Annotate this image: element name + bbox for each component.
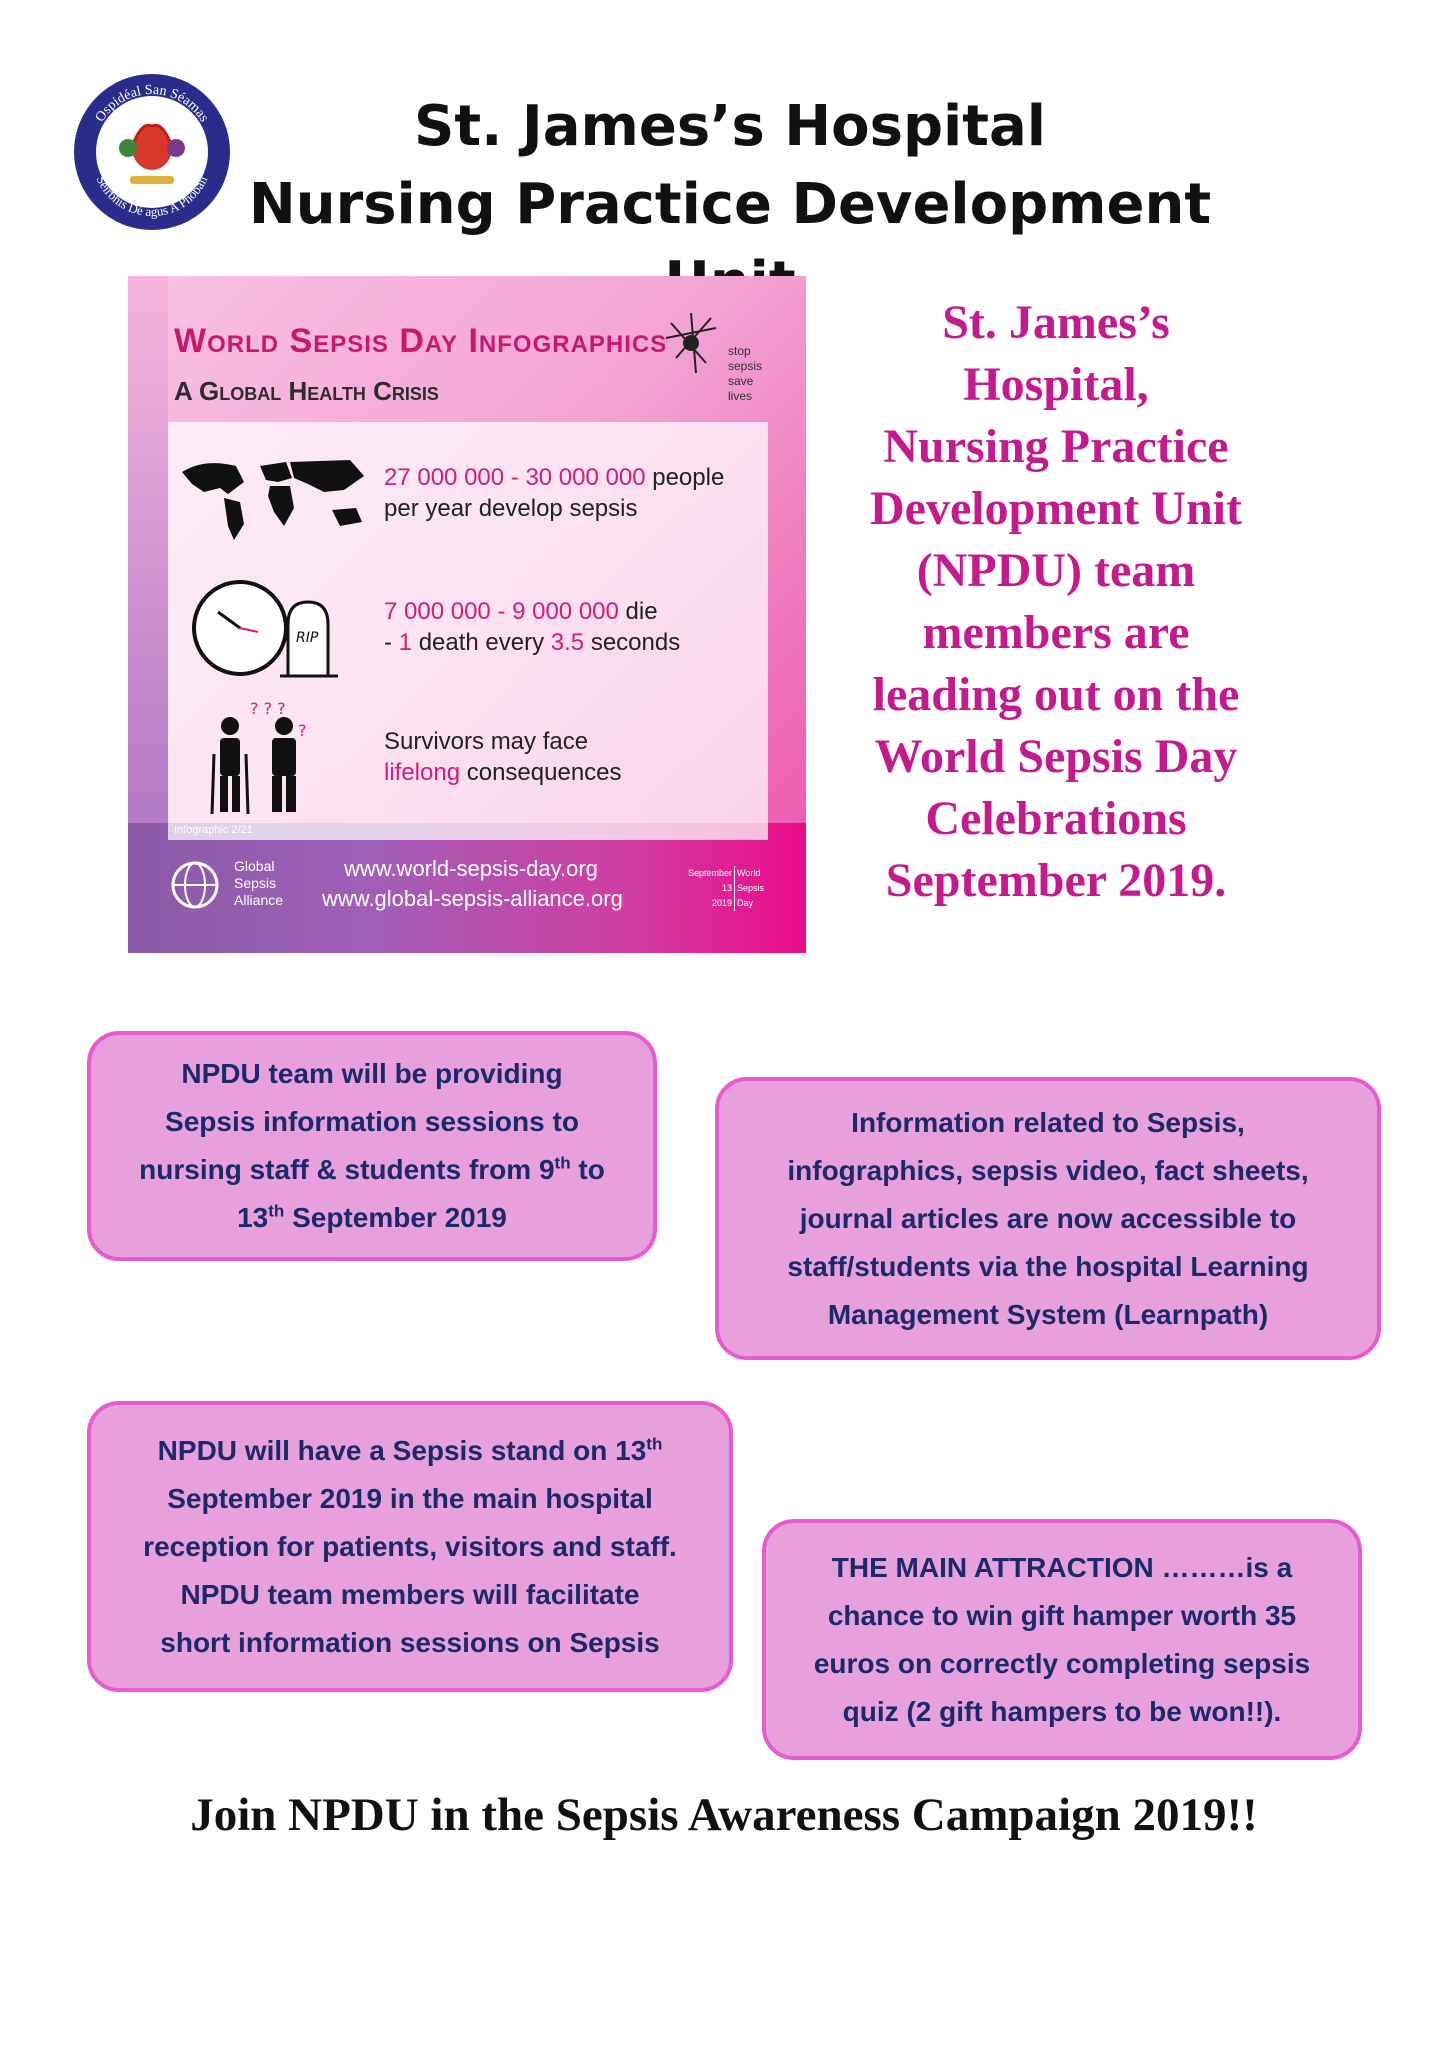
- stat-survivors: [384, 726, 622, 788]
- date-day: 13: [722, 883, 733, 893]
- gsa-word: Sepsis: [234, 875, 277, 891]
- date-year: 2019: [712, 898, 733, 908]
- leaf-left-icon: [119, 139, 137, 157]
- campaign-footer: Join NPDU in the Sepsis Awareness Campaign 2019!!: [190, 1789, 1258, 1841]
- box-3-sup: th: [646, 1434, 663, 1454]
- box-3-line: NPDU team members will facilitate: [180, 1578, 640, 1610]
- box-3-line: [143, 1427, 677, 1475]
- stat-3-line1: Survivors may face: [384, 728, 589, 755]
- gsa-word: Global: [234, 858, 275, 874]
- box-3-text: NPDU will have a Sepsis stand on 13: [157, 1434, 647, 1466]
- splatter-icon: [656, 308, 726, 378]
- box-3-line: short information sessions on Sepsis: [160, 1626, 660, 1658]
- box-2-line: staff/students via the hospital Learning: [787, 1250, 1309, 1282]
- stat-2-count: 1: [398, 629, 413, 656]
- infographic-number: Infographic 2/21: [174, 824, 253, 836]
- crest-ring-text-bottom: Seirbhís Dé agus A Phobail: [93, 173, 211, 220]
- clock-tombstone-icon: [192, 572, 342, 684]
- crest-ring-text-top: Ospidéal San Séamas: [92, 82, 212, 125]
- box-3-line: September 2019 in the main hospital: [167, 1482, 653, 1514]
- date-month: September: [688, 868, 733, 878]
- stat-3-highlight: lifelong: [384, 759, 461, 786]
- stat-2-seconds: 3.5: [550, 629, 585, 656]
- box-1-text: nursing staff & students from 9: [139, 1154, 555, 1185]
- stat-1-desc: per year develop sepsis: [384, 495, 638, 522]
- info-sessions-box: [87, 1031, 657, 1261]
- box-3-line: reception for patients, visitors and staff.: [143, 1530, 677, 1562]
- svg-text:?: ?: [298, 721, 307, 740]
- infographic-left-band: [128, 276, 168, 823]
- stat-2-range: 7 000 000 - 9 000 000: [384, 598, 619, 625]
- infographic-subtitle: A Global Health Crisis: [174, 376, 439, 406]
- box-1-text: to: [570, 1154, 605, 1185]
- box-1-text: 13: [237, 1202, 269, 1233]
- svg-text:? ? ?: ? ? ?: [250, 699, 286, 718]
- title-line-2: Nursing Practice Development: [248, 172, 1212, 237]
- stat-1-range: 27 000 000 - 30 000 000: [384, 464, 646, 491]
- box-1-sup: th: [268, 1201, 285, 1221]
- stat-deaths: [384, 596, 680, 658]
- sepsis-stand-box: [87, 1401, 733, 1692]
- box-4-line: THE MAIN ATTRACTION ………is a: [831, 1551, 1293, 1583]
- box-1-sup: th: [554, 1153, 571, 1173]
- stat-2-unit-seconds: seconds: [584, 629, 681, 656]
- gsa-label: [234, 858, 283, 909]
- date-word: Day: [737, 898, 754, 908]
- box-1-line: [139, 1146, 605, 1194]
- global-sepsis-alliance-url[interactable]: www.global-sepsis-alliance.org: [322, 886, 623, 911]
- main-attraction-box: [762, 1519, 1362, 1760]
- box-4-line: chance to win gift hamper worth 35: [827, 1599, 1297, 1631]
- stat-2-text: death every: [412, 629, 551, 656]
- stat-develop-sepsis: [384, 462, 724, 524]
- box-2-line: journal articles are now accessible to: [799, 1202, 1297, 1234]
- globe-icon: [168, 858, 222, 912]
- box-2-line: infographics, sepsis video, fact sheets,: [787, 1154, 1309, 1186]
- box-1-line: NPDU team will be providing: [181, 1058, 563, 1089]
- event-date-badge: [688, 866, 788, 911]
- crest-band: [130, 176, 174, 184]
- badge-word: lives: [728, 389, 753, 403]
- stop-sepsis-badge: [728, 344, 806, 404]
- date-word: World: [737, 868, 761, 878]
- box-1-text: September 2019: [284, 1202, 507, 1233]
- survivors-people-icon: [206, 696, 326, 818]
- world-sepsis-day-url[interactable]: www.world-sepsis-day.org: [344, 856, 598, 881]
- rip-text: RIP: [296, 630, 319, 646]
- infographic-title: World Sepsis Day Infographics: [174, 322, 668, 360]
- box-1-line: [139, 1194, 605, 1242]
- stat-3-rest: consequences: [460, 759, 622, 786]
- stat-2-dash: -: [384, 629, 399, 656]
- badge-word: save: [728, 374, 754, 388]
- box-2-line: Information related to Sepsis,: [851, 1106, 1245, 1138]
- heather-right-icon: [167, 139, 185, 157]
- world-map-icon: [174, 452, 374, 544]
- badge-word: sepsis: [728, 359, 763, 373]
- box-1-line: Sepsis information sessions to: [165, 1106, 579, 1137]
- box-4-line: quiz (2 gift hampers to be won!!).: [842, 1695, 1282, 1727]
- box-2-line: Management System (Learnpath): [827, 1298, 1269, 1330]
- sepsis-infographic: [128, 276, 806, 953]
- npdu-announcement: St. James’s Hospital, Nursing Practice Development Unit (NPDU) team members are leading out on the World Sepsis Day Celebrations September 2019.: [870, 296, 1242, 907]
- stat-1-unit: people: [645, 464, 725, 491]
- badge-word: stop: [728, 344, 751, 358]
- box-4-line: euros on correctly completing sepsis: [813, 1647, 1311, 1679]
- title-line-1: St. James’s Hospital: [414, 94, 1046, 159]
- date-word: Sepsis: [737, 883, 765, 893]
- learnpath-resources-box: [715, 1077, 1381, 1360]
- stat-2-unit: die: [618, 598, 658, 625]
- gsa-word: Alliance: [234, 892, 284, 908]
